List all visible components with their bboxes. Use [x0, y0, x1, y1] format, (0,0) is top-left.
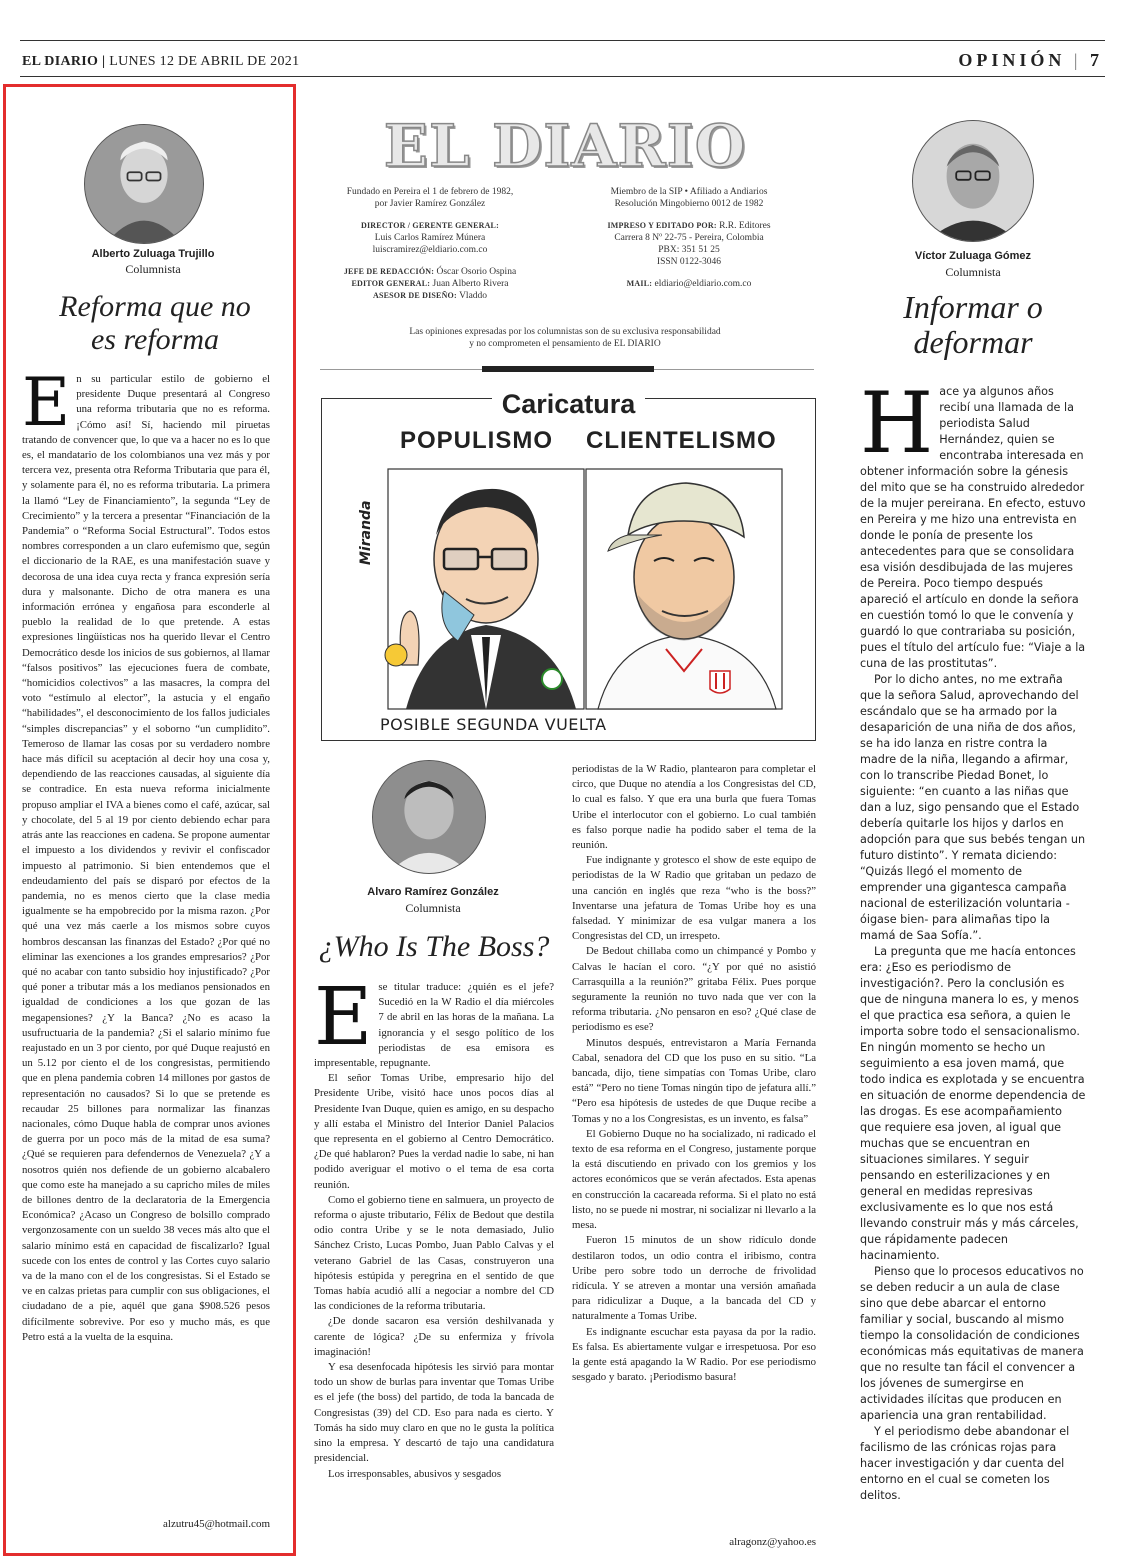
cartoon-caption: POSIBLE SEGUNDA VUELTA	[380, 715, 607, 734]
masthead-disclaimer: Las opiniones expresadas por los columnistas son de su exclusiva responsabilidad y no comprometen el pensamiento de EL DIARIO	[409, 327, 721, 349]
author-role-middle: Columnista	[405, 901, 461, 915]
author-role-right: Columnista	[945, 265, 1001, 279]
article-title-middle: ¿Who Is The Boss?	[318, 930, 550, 963]
author-name-middle: Alvaro Ramírez González	[367, 886, 499, 898]
author-photo-middle	[372, 760, 486, 874]
dropcap-right: H	[860, 384, 934, 472]
cartoon-frame	[321, 389, 816, 741]
header-top-rule	[20, 40, 1105, 41]
masthead-thick-bar	[482, 366, 654, 372]
cartoon-label-right: CLIENTELISMO	[586, 427, 777, 454]
author-photo-left	[84, 124, 204, 244]
article-body-middle-col1: Ese titular traduce: ¿quién es el jefe? Sucedió en la W Radio el día miércoles 7 de abril en las horas de la mañana. La ignorancia y el sesgo político de los periodistas de esa emisora es impresentable, repugnante. El señor Tomas Uribe, empresario hijo del Presidente Uribe, visitó hace unos pocos días al Presidente Ivan Duque, quien es amigo, en su despacho y allí estaba el Ministro del Interior Daniel Palacios que representa en el gobierno al Centro Democrático. ¿De qué hablaron? Pues la verdad nadie lo sabe, ni han podido averiguar el motivo o el tema de esa corta reunión. Como el gobierno tiene en salmuera, un proyecto de reforma o ajuste tributario, Félix de Bedout que destila odio contra Uribe y se le nota demasiado, Julio Sánchez Cristo, Lucas Pombo, Juan Pablo Calvas y el veterano Gabriel de las Casas, construyeron una hipótesis estúpida y peregrina en el sentido de que Tomas había acudió allí a negociar a nombre del CD las condiciones de la reforma tributaria. ¿De donde sacaron esa versión deshilvanada y carente de lógica? ¿De su enfermiza y frívola imaginación! Y esa desenfocada hipótesis les sirvió para montar todo un show de burlas para inventar que Tomas Uribe es el jefe (the boss) del partido, de toda la bancada de Congresistas (39) del CD. Eso para nada es cierto. Y Tomás ha sido muy claro en que no le gusta la política sino la empresa. Y descartó de tajo una candidatura presidencial. Los irresponsables, abusivos y sesgados	[314, 980, 554, 1480]
article-body-right: Hace ya algunos años recibí una llamada de la periodista Salud Hernández, quien se encontraba interesada en obtener información sobre la génesis del mito que se ha construido alrededor de la mujer pereirana. En efecto, estuvo en Pereira y me hizo una entrevista en donde le ponía de presente los antecedentes para que se consolidara esa visión desdibujada de las mujeres de Pereira. Poco tiempo después apareció el artículo en donde la señora en cuestión tomó lo que le convenía y guardó lo que contrariaba su posición, pues el título del artículo fue: “Viaje a la cuna de las prostitutas”. Por lo dicho antes, no me extraña que la señora Salud, aprovechando del escándalo que se ha armado por la desaparición de una niña de dos años, se ha ido lanza en ristre contra la madre de la niña, llegando a afirmar, con lo transcribe Piedad Bonet, lo siguiente: “en cuanto a las niñas que dan a luz, sigo pensando que el Estado debería quitarle los hijos y darlos en adopción para que sus bebés tengan un futuro distinto”. Y remata diciendo: “Quizás llegó el momento de emprender una gigantesca campaña nacional de esterilización voluntaria - óigase bien- para alimañas tipo la mamá de Saa Sofía.”. La pregunta que me hacía entonces era: ¿Eso es periodismo de investigación?. Pero la conclusión es que de ninguna manera lo es, y menos el que practica esa señora, a quien le importa sobre todo el sensacionalismo. En ningún momento se hecho un seguimiento a esa joven mamá, que todo indica es explotada y se encuentra en situación de enorme dependencia de las drogas. Es ese acompañamiento que requiere esa joven, al igual que muchas que se encuentran en situaciones similares. Y seguir pensando en esterilizaciones y en general en medidas represivas exclusivamente es lo que nos está llevando construir más y más cárceles, que rápidamente padecen hacinamiento. Pienso que lo procesos educativos no se deben reducir a un aula de clase sino que debe abarcar el entorno familiar y social, buscando al mismo tiempo la consolidación de condiciones económicas más equitativas de manera que no resulte tan fácil el convencer a los jóvenes de sumergirse en actividades ilícitas que producen en apariencia una gran rentabilidad. Y el periodismo debe abandonar el facilismo de las crónicas rojas para hacer investigación y dar cuenta del entorno en el cual se cometen los delitos.	[860, 384, 1086, 1502]
dropcap-left: E	[22, 372, 71, 441]
paper-name: EL DIARIO	[22, 54, 99, 69]
cartoon-heading: Caricatura	[322, 389, 815, 420]
cartoon-illustration	[366, 465, 786, 711]
article-body-middle-col2: periodistas de la W Radio, plantearon para completar el circo, que Duque no atendía a los Congresistas del CD, lo cual es falso. Y que era una burla que fuera Tomas Uribe el interlocutor con el gobierno. Lo cual también es falso porque nadie ha podido saber el tema de la reunión. Fue indignante y grotesco el show de este equipo de periodistas de la W Radio que gritaban un pedazo de una canción en inglés que reza “who is the boss?” Inventarse una jefatura de Tomas Uribe hoy es una falsedad. Y minimizar de esa vulgar manera a los Congresistas del CD, un irrespeto. De Bedout chillaba como un chimpancé y Pombo y Calvas le hacían el coro. “¿Y por qué no asistió Carrasquilla a la reunión?” gritaba Félix. Pues porque seguramente la reunión no tuvo nada que ver con la reforma tributaria. ¿No pensaron en eso? ¿Qué clase de periodismo es ese? Minutos después, entrevistaron a María Fernanda Cabal, senadora del CD que los puso en su sitio. “La bancada, dijo, tiene simpatías con Tomas Uribe, claro está” “Pero no tiene Tomas ningún tipo de jefatura allí.” “Pero esa hipótesis de ustedes de que Duque recibe a Tomas y no a los Congresistas, es un invento, es falsa” El Gobierno Duque no ha socializado, ni radicado el texto de esa reforma en el Congreso, justamente porque la está discutiendo en privado con los gremios y los actores económicos que se verán afectados. Esta apenas en construcción la cacareada reforma. Si el plato no está listo, no se puede ni mostrar, ni socializar ni llevarlo a la mesa. Fueron 15 minutos de un show ridículo donde destilaron todos, un odio contra el iribismo, contra Uribe pero sobre todo un derroche de frivolidad ridícula. Y se atreven a montar una versión amañada para ridiculizar a Duque, a la bancada del CD y naturalmente a Tomas Uribe. Es indignante escuchar esta payasa da por la radio. Es falsa. Es abiertamente vulgar e irrespetuosa. Por eso la gente está apagando la W Radio. Por ese periodismo sesgado y barato. ¡Periodismo basura!	[572, 763, 816, 1384]
cartoon-label-left: POPULISMO	[400, 427, 554, 454]
masthead-membership: Miembro de la SIP • Afiliado a Andiarios Resolución Mingobierno 0012 de 1982 IMPRESO Y EDITADO POR: R.R. Editores Carrera 8 Nº 22-75 - Pereira, Colombia PBX: 351 51 25 ISSN 0122-3046 MAIL: eldiario@eldiario.com.co	[607, 187, 771, 289]
masthead-logo: EL DIARIO	[383, 112, 747, 180]
header-bottom-rule	[20, 76, 1105, 77]
author-name-right: Víctor Zuluaga Gómez	[914, 250, 1032, 262]
author-name-left: Alberto Zuluaga Trujillo	[91, 248, 215, 260]
portrait-icon	[85, 125, 203, 243]
portrait-icon	[913, 121, 1033, 241]
author-email-middle: alragonz@yahoo.es	[729, 1536, 816, 1548]
author-role-left: Columnista	[125, 262, 181, 276]
author-email-left: alzutru45@hotmail.com	[163, 1518, 270, 1530]
page-number: 7	[1090, 50, 1103, 70]
article-body-left: En su particular estilo de gobierno el presidente Duque presentará al Congreso una reforma tributaria que no es reforma. ¡Cómo así! Sí, haciendo mil piruetas tratando de convencer que, lo que va a hacer no es lo que es, el mandatario de los colombianos una vez más y por tercera vez, presenta otra Reforma Tributaria que para él, y solamente para él, no es reforma tributaria. La primera la llamó “Ley de Financiamiento”, la segunda “Ley de Crecimiento” y la tercera a presentar “Financiación de la Pandemia” o “Reforma Social Estructural”. Todos estos nombres corresponden a un claro eufemismo que, según el diccionario de la RAE, es una manifestación suave y decorosa de una idea cuya recta y franca expresión sería dura y malsonante. Dicho de otra manera es una información errónea y engañosa para esconderle al pueblo la realidad de lo que pretende. A estas expresiones lingüísticas nos ha querido llevar el Centro Democrático desde los inicios de sus gobiernos, al llamar “falsos positivos” las ejecuciones fuera de combate, “homicidios colectivos” a las masacres, la compra del voto “estímulo al elector”, la astucia y el engaño “habilidades”, el desconocimiento de los fallos judiciales “simples discrepancias” y el soborno “un cumplidito”. Temeroso de llamar las cosas por su verdadero nombre hace más difícil su aceptación al decir hoy una cosa y, dependiendo de las reacciones causadas, al siguiente día se contradice. En esta nueva reforma inicialmente propuso ampliar el IVA a bienes como el café, azúcar, sal y chocolate, del 5 al 19 por ciento debiendo echar para atrás ante las reacciones en cadena. Se propone aumentar el impuesto a los dividendos y revivir el confiscador impuesto al patrimonio. Si bien entendemos que el endeudamiento del país se disparó por efectos de la pandemia, no es menos cierto que la clase media igualmente se ha empobrecido por la misma razon. ¿Por qué una vez más caerle a los mismos sobre cuyos hombros descansan las finanzas del Estado? ¿Por qué no eliminar las exenciones a los grandes empresarios? ¿Por qué no acabar con tanto subsidio hoy injustificado? ¿Por qué poner a tributar más a los medianos pensionados en igualdad de condiciones a los que gozan de las megapensiones? ¿Y la Banca? ¿No es acaso la usufructuaria de la pandemia? ¿Si el salario mínimo fue reajustado en un 3 por ciento, por qué Duque reajustó en un 5.12 por ciento el de los congresistas, permitiendo que en plena pandemia cobren 14 millones por gastos de representación no causados? Si lo que se pretende es recaudar 25 billones para normalizar las finanzas nacionales, cómo Duque habla de comprar unos aviones de guerra por un poco más de la mitad de esa suma? ¿Qué se requieren para defendernos de Venezuela? ¿Y a nosotros quién nos defiende de un gobierno alcabalero que como este ha manejado a su capricho miles de miles de billones dentro de la declaratoria de la Emergencia Económica? ¿Acaso un Congreso de bolsillo comprado vergonzosamente con un sueldo 38 veces más alto que el salario mínimo está en capacidad de fiscalizarlo? Igual sucede con los entes de control y las Cortes cuyo salario va de la mano con el de los congresistas. Si el Estado se ve en calzas prietas para cumplir con sus obligaciones, el ciudadano de a pie, aquél que gana $908.526 pesos difícilmente sobrevive. Por eso y mucho más, es que Petro está a la vuelta de la esquina.	[22, 372, 270, 1343]
dropcap-middle: E	[314, 980, 373, 1063]
header-left: EL DIARIO | LUNES 12 DE ABRIL DE 2021	[22, 54, 300, 69]
header-right: OPINIÓN | 7	[958, 50, 1103, 70]
issue-date: LUNES 12 DE ABRIL DE 2021	[109, 54, 300, 69]
section-name: OPINIÓN	[958, 50, 1066, 70]
article-title-right: Informar o deformar	[903, 289, 1043, 361]
article-title-left: Reforma que no es reforma	[59, 290, 251, 356]
portrait-icon	[373, 761, 485, 873]
masthead-founded: Fundado en Pereira el 1 de febrero de 1982, por Javier Ramírez González DIRECTOR / GERENTE GENERAL: Luis Carlos Ramírez Múnera luiscramirez@eldiario.com.co JEFE DE REDACCIÓN: Óscar Osorio Ospina EDITOR GENERAL: Juan Alberto Rivera ASESOR DE DISEÑO: Vladdo	[343, 187, 517, 301]
cartoonist-signature: Miranda	[358, 500, 374, 565]
author-photo-right	[912, 120, 1034, 242]
